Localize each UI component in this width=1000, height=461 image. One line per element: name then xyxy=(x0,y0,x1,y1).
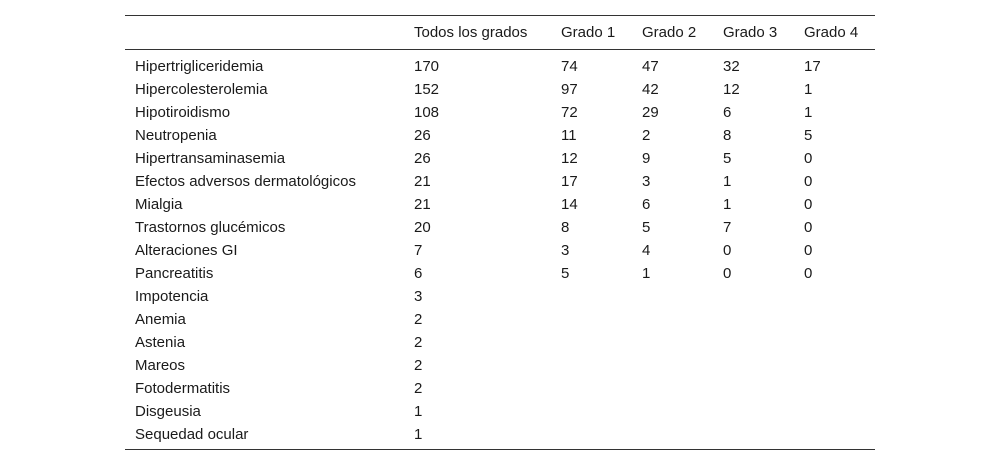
cell-grade-3: 7 xyxy=(723,219,732,236)
cell-grade-4 xyxy=(794,308,875,331)
cell-all-grades: 2 xyxy=(414,357,423,374)
cell-grade-4 xyxy=(794,400,875,423)
cell-grade-1: 17 xyxy=(561,173,578,190)
cell-grade-3 xyxy=(713,377,794,400)
cell-grade-1: 74 xyxy=(561,58,578,75)
cell-event: Astenia xyxy=(135,334,186,351)
cell-all-grades: 20 xyxy=(414,219,431,236)
cell-grade-4 xyxy=(794,285,875,308)
cell-grade-3: 1 xyxy=(723,173,732,190)
header-row xyxy=(125,16,875,50)
table-row xyxy=(125,193,875,216)
cell-grade-3: 0 xyxy=(723,265,732,282)
cell-event: Impotencia xyxy=(135,288,209,305)
cell-event: Hipertransaminasemia xyxy=(135,150,286,167)
cell-grade-2: 4 xyxy=(642,242,651,259)
cell-grade-3: 12 xyxy=(723,81,740,98)
table-row xyxy=(125,78,875,101)
cell-event: Hipotiroidismo xyxy=(135,104,231,121)
cell-grade-3 xyxy=(713,400,794,423)
table-row xyxy=(125,101,875,124)
cell-grade-2: 1 xyxy=(642,265,651,282)
cell-all-grades: 21 xyxy=(414,196,431,213)
cell-event: Sequedad ocular xyxy=(135,426,249,443)
cell-all-grades: 170 xyxy=(414,58,440,75)
cell-grade-1 xyxy=(551,423,632,450)
cell-grade-4 xyxy=(794,331,875,354)
cell-grade-3 xyxy=(713,285,794,308)
cell-grade-1 xyxy=(551,354,632,377)
cell-grade-2: 5 xyxy=(642,219,651,236)
cell-event: Hipercolesterolemia xyxy=(135,81,268,98)
cell-grade-2 xyxy=(632,400,713,423)
cell-grade-2: 2 xyxy=(642,127,651,144)
cell-all-grades: 2 xyxy=(414,380,423,397)
header-cell-event xyxy=(125,16,404,50)
table-row xyxy=(125,285,875,308)
cell-all-grades: 7 xyxy=(414,242,423,259)
table-row xyxy=(125,147,875,170)
cell-grade-1: 5 xyxy=(561,265,570,282)
table-row xyxy=(125,170,875,193)
cell-grade-3: 32 xyxy=(723,58,740,75)
cell-all-grades: 2 xyxy=(414,311,423,328)
header-cell-grade-4: Grado 4 xyxy=(804,24,859,41)
cell-event: Hipertrigliceridemia xyxy=(135,58,264,75)
adverse-events-table-container xyxy=(125,15,875,450)
table-header xyxy=(125,16,875,50)
table-row xyxy=(125,354,875,377)
cell-grade-1 xyxy=(551,285,632,308)
cell-grade-2 xyxy=(632,331,713,354)
cell-grade-3: 8 xyxy=(723,127,732,144)
cell-grade-3 xyxy=(713,331,794,354)
adverse-events-table xyxy=(125,15,875,450)
cell-grade-1: 14 xyxy=(561,196,578,213)
cell-grade-3 xyxy=(713,423,794,450)
table-row xyxy=(125,239,875,262)
cell-grade-4 xyxy=(794,423,875,450)
cell-grade-3: 0 xyxy=(723,242,732,259)
cell-all-grades: 3 xyxy=(414,288,423,305)
table-row xyxy=(125,262,875,285)
cell-grade-2: 47 xyxy=(642,58,659,75)
header-cell-grade-2: Grado 2 xyxy=(642,24,697,41)
cell-event: Efectos adversos dermatológicos xyxy=(135,173,356,190)
cell-grade-1 xyxy=(551,400,632,423)
cell-grade-1: 11 xyxy=(561,127,577,144)
cell-grade-3: 1 xyxy=(723,196,732,213)
table-row xyxy=(125,55,875,78)
cell-event: Alteraciones GI xyxy=(135,242,238,259)
table-row xyxy=(125,124,875,147)
cell-grade-3 xyxy=(713,354,794,377)
cell-grade-1: 3 xyxy=(561,242,570,259)
cell-event: Neutropenia xyxy=(135,127,217,144)
cell-all-grades: 26 xyxy=(414,127,431,144)
cell-all-grades: 21 xyxy=(414,173,431,190)
cell-event: Mareos xyxy=(135,357,186,374)
cell-grade-4 xyxy=(794,377,875,400)
cell-grade-4: 0 xyxy=(804,242,813,259)
cell-grade-2: 6 xyxy=(642,196,651,213)
cell-grade-1 xyxy=(551,377,632,400)
cell-all-grades: 2 xyxy=(414,334,423,351)
cell-grade-4: 1 xyxy=(804,81,813,98)
cell-grade-4: 0 xyxy=(804,265,813,282)
cell-grade-2 xyxy=(632,377,713,400)
cell-grade-2: 9 xyxy=(642,150,651,167)
table-row xyxy=(125,400,875,423)
cell-grade-1: 72 xyxy=(561,104,578,121)
cell-all-grades: 108 xyxy=(414,104,440,121)
cell-grade-2 xyxy=(632,308,713,331)
cell-all-grades: 26 xyxy=(414,150,431,167)
cell-grade-3: 6 xyxy=(723,104,732,121)
cell-grade-4: 0 xyxy=(804,219,813,236)
cell-grade-4: 0 xyxy=(804,196,813,213)
cell-grade-4: 0 xyxy=(804,173,813,190)
cell-all-grades: 6 xyxy=(414,265,423,282)
cell-event: Anemia xyxy=(135,311,186,328)
cell-grade-3 xyxy=(713,308,794,331)
cell-grade-2: 3 xyxy=(642,173,651,190)
table-row xyxy=(125,377,875,400)
cell-grade-4: 0 xyxy=(804,150,813,167)
cell-grade-3: 5 xyxy=(723,150,732,167)
cell-event: Trastornos glucémicos xyxy=(135,219,286,236)
cell-event: Pancreatitis xyxy=(135,265,214,282)
cell-all-grades: 152 xyxy=(414,81,440,98)
cell-event: Disgeusia xyxy=(135,403,201,420)
cell-grade-4: 5 xyxy=(804,127,813,144)
header-cell-grade-1: Grado 1 xyxy=(561,24,616,41)
cell-grade-1: 8 xyxy=(561,219,570,236)
table-body xyxy=(125,50,875,450)
cell-event: Mialgia xyxy=(135,196,183,213)
cell-grade-2: 29 xyxy=(642,104,659,121)
cell-grade-1 xyxy=(551,308,632,331)
cell-event: Fotodermatitis xyxy=(135,380,231,397)
cell-all-grades: 1 xyxy=(414,403,423,420)
cell-grade-1: 97 xyxy=(561,81,578,98)
cell-grade-4: 1 xyxy=(804,104,813,121)
cell-grade-4: 17 xyxy=(804,58,821,75)
table-row xyxy=(125,308,875,331)
cell-grade-1 xyxy=(551,331,632,354)
header-cell-grade-3: Grado 3 xyxy=(723,24,778,41)
cell-grade-4 xyxy=(794,354,875,377)
table-row xyxy=(125,331,875,354)
table-row xyxy=(125,216,875,239)
cell-grade-1: 12 xyxy=(561,150,578,167)
header-cell-all-grades: Todos los grados xyxy=(414,24,528,41)
table-row xyxy=(125,423,875,450)
cell-grade-2 xyxy=(632,354,713,377)
cell-grade-2 xyxy=(632,423,713,450)
cell-grade-2 xyxy=(632,285,713,308)
cell-all-grades: 1 xyxy=(414,426,423,443)
cell-grade-2: 42 xyxy=(642,81,659,98)
